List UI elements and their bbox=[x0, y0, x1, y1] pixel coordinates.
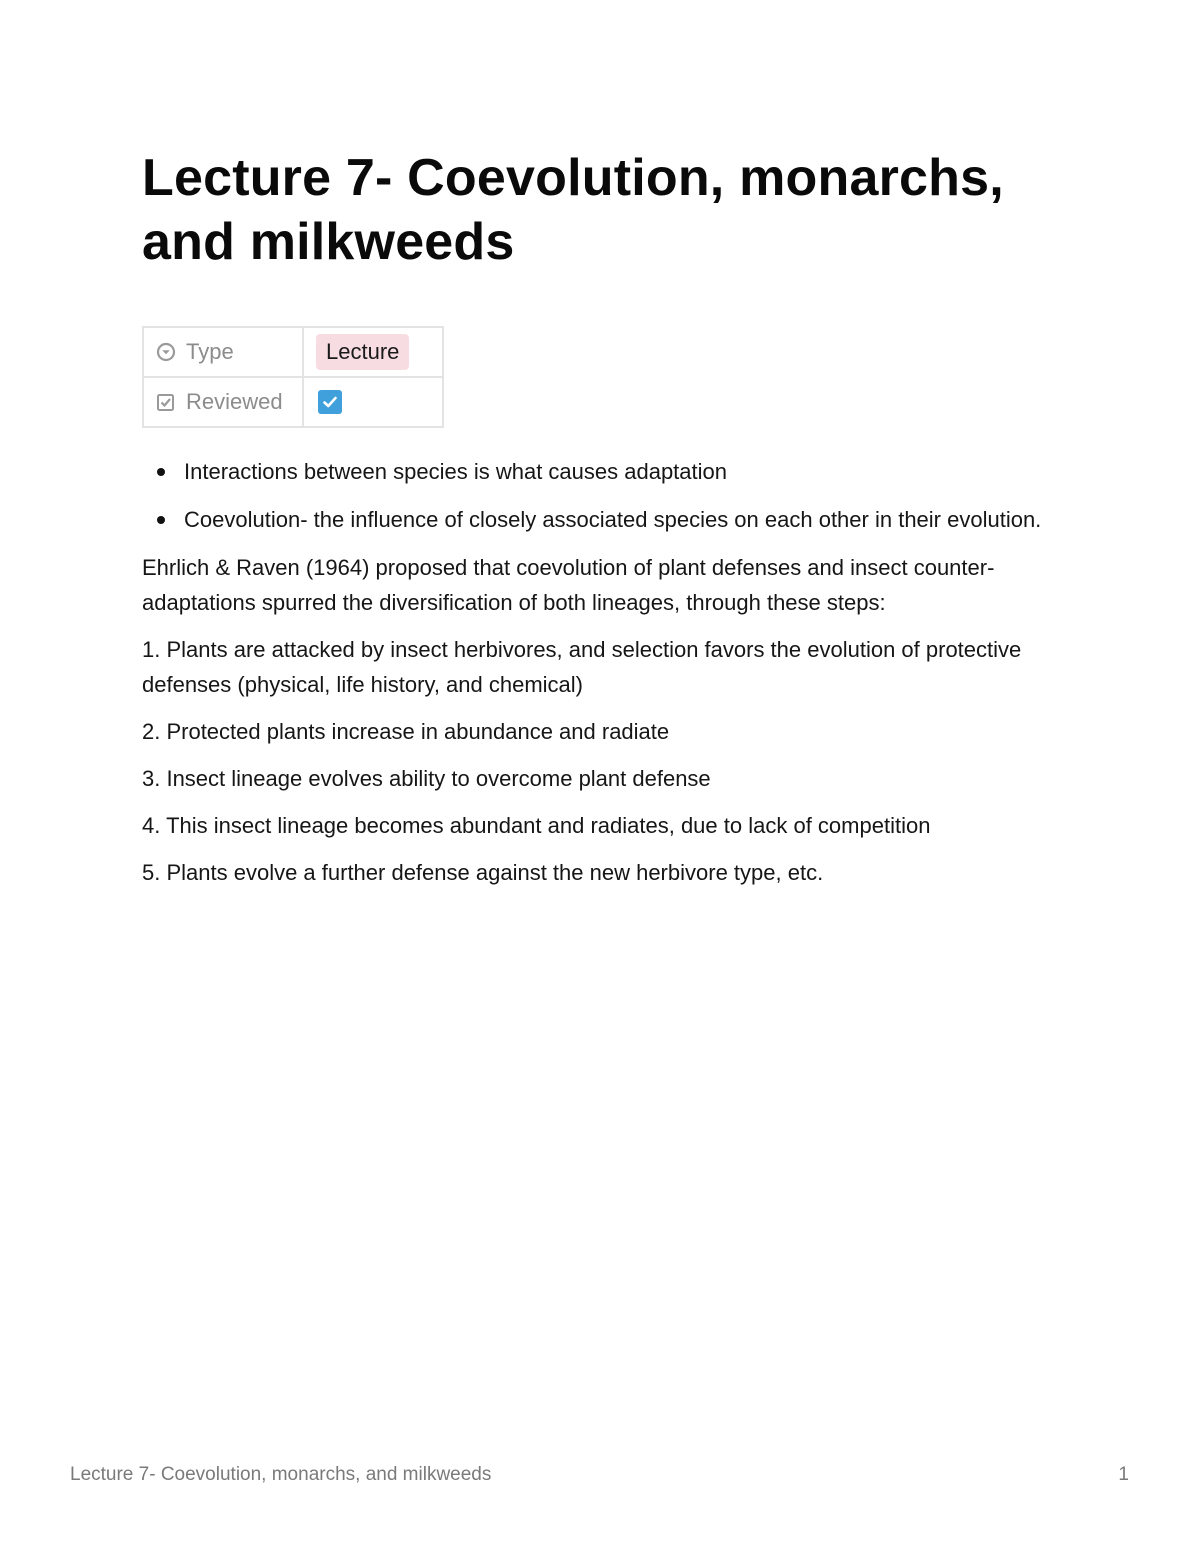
footer-title: Lecture 7- Coevolution, monarchs, and milkweeds bbox=[70, 1464, 492, 1485]
property-value-cell[interactable] bbox=[303, 377, 443, 427]
property-value-cell[interactable] bbox=[303, 327, 443, 377]
list-item: Interactions between species is what causes adaptation bbox=[142, 454, 1072, 489]
intro-paragraph: Ehrlich & Raven (1964) proposed that coevolution of plant defenses and insect counter-adaptations spurred the diversification of both lineages, through these steps: bbox=[142, 555, 995, 615]
checkbox-icon bbox=[156, 392, 176, 412]
reviewed-checkbox[interactable] bbox=[318, 390, 342, 414]
step-paragraph: 3. Insect lineage evolves ability to overcome plant defense bbox=[142, 766, 711, 791]
checkmark-icon bbox=[321, 393, 339, 411]
property-row-type bbox=[143, 327, 443, 377]
property-label-type: Type bbox=[186, 339, 234, 364]
property-name-cell bbox=[143, 327, 303, 377]
step-paragraph: 5. Plants evolve a further defense against the new herbivore type, etc. bbox=[142, 860, 824, 885]
page-content bbox=[142, 454, 1072, 902]
dropdown-circle-icon bbox=[156, 342, 176, 362]
property-name-cell bbox=[143, 377, 303, 427]
bullet-list bbox=[142, 454, 1072, 537]
step-paragraph: 1. Plants are attacked by insect herbivores, and selection favors the evolution of protective defenses (physical, life history, and chemical) bbox=[142, 637, 1022, 697]
properties-table bbox=[142, 326, 444, 428]
step-paragraph: 4. This insect lineage becomes abundant and radiates, due to lack of competition bbox=[142, 813, 931, 838]
property-label-reviewed: Reviewed bbox=[186, 389, 283, 414]
page-title: Lecture 7- Coevolution, monarchs, and milkweeds bbox=[142, 149, 1004, 271]
page-number: 1 bbox=[1118, 1464, 1129, 1485]
type-tag[interactable]: Lecture bbox=[316, 334, 409, 370]
list-item: Coevolution- the influence of closely associated species on each other in their evolution. bbox=[142, 502, 1072, 537]
step-paragraph: 2. Protected plants increase in abundance and radiate bbox=[142, 719, 670, 744]
property-row-reviewed bbox=[143, 377, 443, 427]
